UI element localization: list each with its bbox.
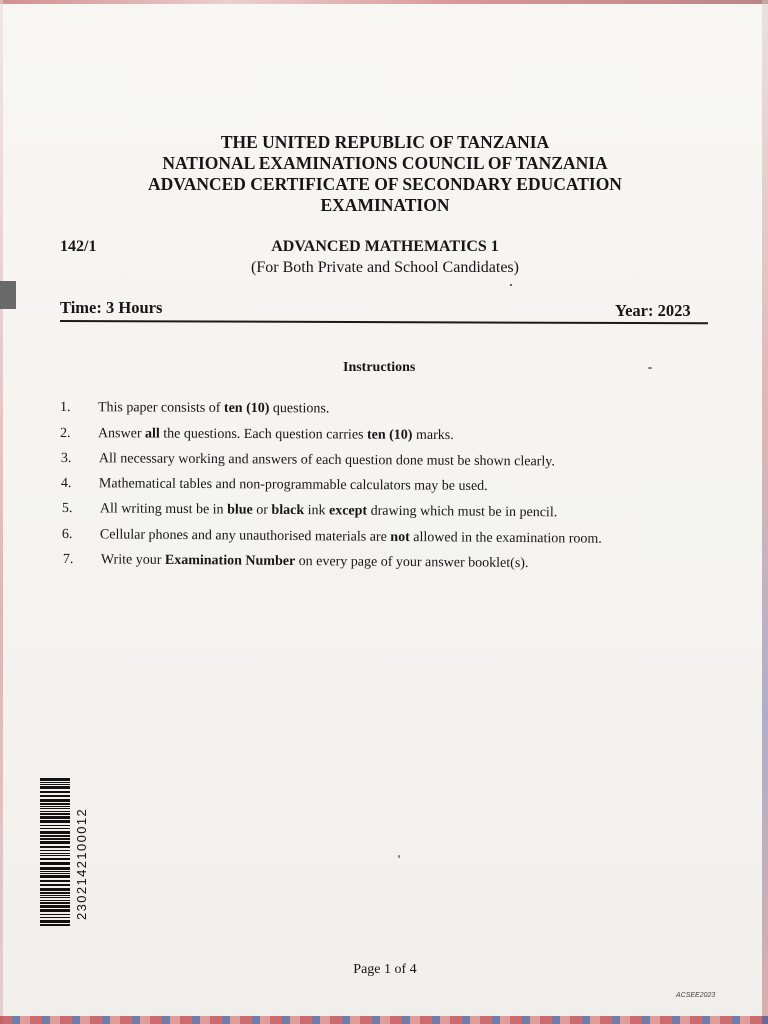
- stray-dot: [510, 284, 512, 286]
- instruction-emphasis: blue: [227, 502, 253, 518]
- instruction-segment: Mathematical tables and non-programmable calculators may be used.: [98, 476, 488, 494]
- barcode-bar: [40, 835, 70, 837]
- header-line-examination: EXAMINATION: [320, 195, 450, 215]
- instruction-segment: allowed in the examination room.: [409, 530, 602, 547]
- barcode-bar: [40, 820, 70, 823]
- barcode-bar: [40, 813, 70, 815]
- barcode-bar: [40, 816, 70, 819]
- subject-title: ADVANCED MATHEMATICS 1: [271, 238, 499, 255]
- barcode-bar: [40, 858, 70, 860]
- barcode-bar: [40, 909, 70, 912]
- exam-year: Year: 2023: [615, 301, 691, 320]
- instruction-emphasis: ten (10): [223, 400, 270, 417]
- barcode-bar: [40, 871, 70, 872]
- barcode-bar: [40, 880, 70, 882]
- instruction-segment: ink: [304, 503, 330, 519]
- instruction-emphasis: ten (10): [366, 427, 413, 443]
- barcode-bar: [40, 808, 70, 809]
- instruction-segment: marks.: [412, 427, 454, 444]
- barcode-bar: [40, 895, 70, 896]
- binder-mark: [0, 281, 16, 309]
- page-number: Page 1 of 4: [353, 962, 417, 977]
- instruction-emphasis: all: [144, 426, 160, 442]
- barcode-bar: [40, 806, 70, 807]
- instruction-text: [101, 552, 529, 572]
- barcode-bar: [40, 791, 70, 793]
- footer-code: ACSEE2023: [676, 992, 716, 999]
- barcode-bar: [40, 778, 70, 781]
- barcode-bar: [40, 873, 70, 874]
- barcode-bar: [40, 786, 70, 789]
- instruction-text: [99, 476, 488, 495]
- barcode-bar: [40, 828, 70, 829]
- barcode-bar: [40, 850, 70, 851]
- barcode-bar: [40, 914, 70, 915]
- instruction-segment: the questions. Each question carries: [159, 426, 368, 443]
- barcode-number: 2302142100012: [74, 807, 89, 920]
- instruction-number: 2.: [59, 426, 71, 442]
- barcode-bar: [40, 900, 70, 901]
- barcode-bar: [40, 905, 70, 908]
- barcode-bar: [40, 853, 70, 854]
- paper-code: 142/1: [60, 238, 97, 255]
- barcode-bar: [40, 803, 70, 805]
- scan-edge-bottom: [0, 1016, 768, 1024]
- barcode-bar: [40, 799, 70, 802]
- barcode-bar: [40, 867, 70, 870]
- instruction-text: [99, 451, 555, 470]
- header-line-republic: THE UNITED REPUBLIC OF TANZANIA: [220, 132, 550, 152]
- barcode-bar: [40, 888, 70, 891]
- instruction-number: 4.: [60, 476, 72, 492]
- instruction-segment: on every page of your answer booklet(s).: [295, 554, 529, 572]
- instruction-segment: All necessary working and answers of each question done must be shown clearly.: [98, 451, 555, 470]
- barcode-bar: [40, 855, 70, 856]
- instruction-segment: This paper consists of: [97, 400, 224, 416]
- instruction-number: 7.: [62, 552, 74, 568]
- barcode-bar: [40, 884, 70, 886]
- instruction-text: [100, 501, 557, 521]
- barcode-bar: [40, 862, 70, 865]
- barcode-bar: [40, 811, 70, 812]
- header-line-certificate: ADVANCED CERTIFICATE OF SECONDARY EDUCATION: [148, 174, 622, 194]
- instruction-number: 1.: [59, 400, 71, 416]
- instruction-segment: drawing which must be in pencil.: [367, 503, 558, 521]
- instruction-segment: All writing must be in: [99, 501, 228, 518]
- instruction-emphasis: except: [328, 503, 368, 519]
- scan-speck: [398, 855, 400, 858]
- instruction-segment: Write your: [100, 552, 165, 568]
- instruction-emphasis: black: [271, 502, 305, 519]
- instruction-number: 5.: [61, 501, 73, 517]
- barcode-bar: [40, 846, 70, 848]
- barcode-bar: [40, 875, 70, 878]
- barcode-bar: [40, 838, 70, 840]
- barcode-bar: [40, 841, 70, 844]
- candidates-note: (For Both Private and School Candidates): [251, 259, 519, 276]
- barcode-bar: [40, 892, 70, 894]
- barcode-bar: [40, 825, 70, 826]
- instruction-segment: questions.: [269, 401, 330, 417]
- header-line-council: NATIONAL EXAMINATIONS COUNCIL OF TANZANIA: [162, 153, 608, 173]
- instruction-segment: Cellular phones and any unauthorised materials are: [99, 527, 391, 545]
- scan-edge-top: [0, 0, 768, 4]
- instruction-emphasis: Examination Number: [164, 552, 296, 570]
- header-divider: [60, 320, 708, 324]
- instruction-emphasis: not: [390, 529, 410, 546]
- barcode-bar: [40, 924, 70, 926]
- barcode-bar: [40, 831, 70, 834]
- barcode-bar: [40, 902, 70, 904]
- instruction-text: [98, 400, 329, 417]
- instruction-text: [98, 426, 454, 444]
- instruction-segment: or: [252, 502, 272, 518]
- instructions-title: Instructions: [343, 360, 416, 375]
- time-allowed: Time: 3 Hours: [60, 298, 163, 317]
- barcode-bar: [40, 795, 70, 797]
- barcode-bar: [40, 920, 70, 923]
- instruction-number: 3.: [60, 451, 72, 467]
- barcode-bar: [40, 782, 70, 783]
- instruction-text: [100, 527, 602, 547]
- barcode-bar: [40, 897, 70, 898]
- instruction-number: 6.: [61, 527, 73, 543]
- exam-header: [0, 132, 768, 216]
- barcode-bar: [40, 784, 70, 785]
- barcode-bar: [40, 917, 70, 918]
- scan-speck: [648, 367, 652, 369]
- instruction-segment: Answer: [97, 426, 146, 442]
